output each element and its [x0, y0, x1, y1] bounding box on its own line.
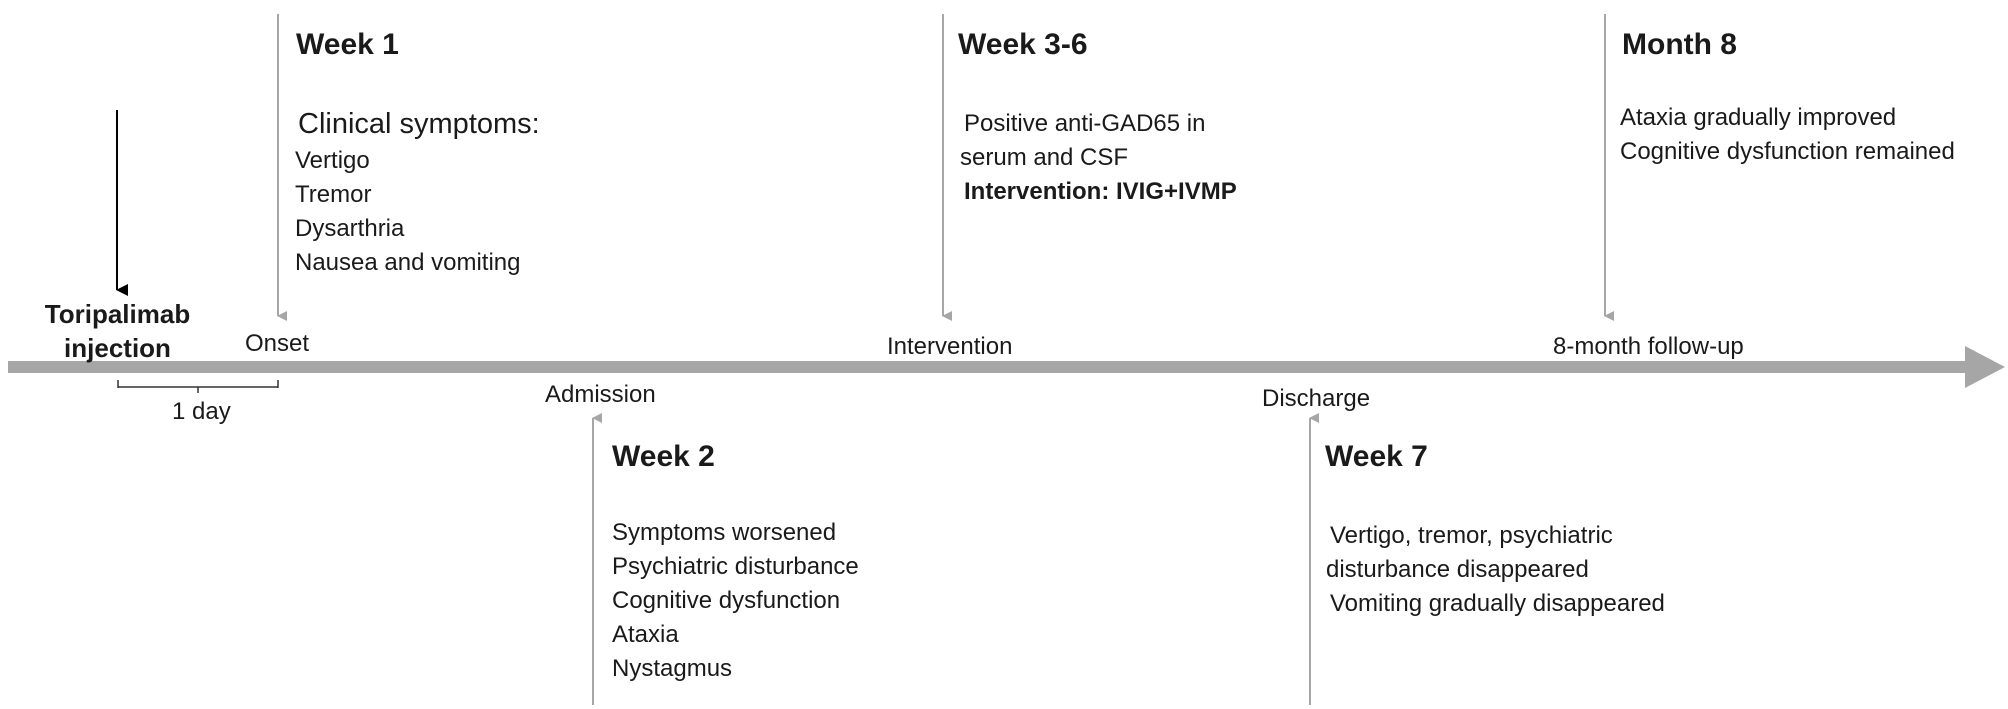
- list-item: Nystagmus: [612, 655, 733, 682]
- week36-intervention: Intervention: IVIG+IVMP: [964, 178, 1237, 205]
- week36-line: serum and CSF: [960, 144, 1129, 171]
- list-item: Symptoms worsened: [612, 519, 837, 546]
- list-item: Cognitive dysfunction: [612, 587, 841, 614]
- week1-list: [295, 144, 520, 280]
- followup-label: 8-month follow-up: [1553, 333, 1744, 360]
- intervention-label: Intervention: [887, 333, 1013, 360]
- week36-text: [960, 107, 1237, 209]
- week1-title: Week 1: [296, 28, 399, 61]
- discharge-label: Discharge: [1262, 385, 1371, 412]
- week7-line: Vertigo, tremor, psychiatric: [1330, 522, 1613, 549]
- week2-title: Week 2: [612, 440, 715, 473]
- week2-list: [612, 516, 859, 686]
- list-item: Vertigo: [295, 147, 370, 174]
- week7-title: Week 7: [1325, 440, 1428, 473]
- list-item: Tremor: [295, 181, 372, 208]
- week7-line: disturbance disappeared: [1326, 556, 1589, 583]
- week7-line: Vomiting gradually disappeared: [1330, 590, 1665, 617]
- admission-label: Admission: [545, 381, 656, 408]
- toripalimab-line2: injection: [64, 333, 171, 363]
- month8-title: Month 8: [1622, 28, 1737, 61]
- month8-text: [1620, 101, 1955, 169]
- list-item: Dysarthria: [295, 215, 405, 242]
- one-day-bracket: [118, 380, 278, 393]
- one-day-label: 1 day: [172, 398, 231, 425]
- list-item: Ataxia: [612, 621, 679, 648]
- week36-line: Positive anti-GAD65 in: [964, 110, 1206, 137]
- toripalimab-line1: Toripalimab: [44, 299, 191, 329]
- list-item: Nausea and vomiting: [295, 249, 521, 276]
- onset-label: Onset: [245, 330, 310, 357]
- toripalimab-label: [40, 297, 195, 365]
- month8-line: Cognitive dysfunction remained: [1620, 138, 1955, 165]
- week1-heading: Clinical symptoms:: [298, 108, 540, 140]
- list-item: Psychiatric disturbance: [612, 553, 859, 580]
- week7-text: [1326, 519, 1665, 621]
- week36-title: Week 3-6: [958, 28, 1088, 61]
- month8-line: Ataxia gradually improved: [1620, 104, 1897, 131]
